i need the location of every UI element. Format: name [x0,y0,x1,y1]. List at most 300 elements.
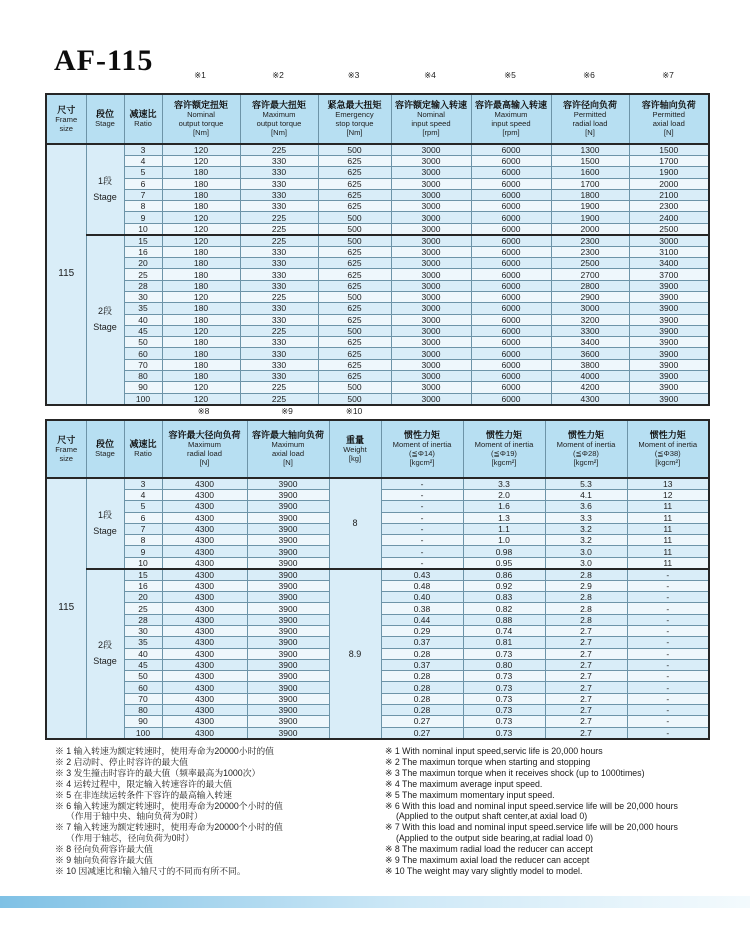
column-header-en: input speed [491,119,531,129]
column-header-en: Moment of inertia [556,440,616,450]
column-header-cn: 重量 [345,434,364,445]
value-cell: 3000 [391,348,471,359]
value-cell: 625 [318,314,391,325]
value-cell: 180 [162,167,240,178]
value-cell: 3900 [247,693,329,704]
ratio-cell: 20 [124,592,162,603]
value-cell: 2.8 [545,569,627,581]
value-cell: 180 [162,359,240,370]
value-cell: 4300 [162,546,247,557]
column-header-cn: 容许轴向负荷 [641,100,696,111]
column-header-en: Ratio [134,119,152,129]
value-cell: 0.88 [463,614,545,625]
value-cell: 4300 [162,580,247,591]
value-cell: 2.7 [545,659,627,670]
value-cell: 4300 [162,727,247,739]
value-cell: 3000 [391,201,471,212]
value-cell: 4300 [162,557,247,569]
value-cell: 225 [240,325,318,336]
value-cell: 500 [318,291,391,302]
value-cell: 3000 [391,303,471,314]
value-cell: 3900 [247,592,329,603]
table-row [46,246,709,257]
stage-label: 1段 [97,175,112,186]
ratio-cell: 60 [124,348,162,359]
ratio-cell: 3 [124,144,162,156]
table-row [46,235,709,247]
value-cell: 1.1 [463,523,545,534]
column-header-en: stop torque [335,119,374,129]
value-cell: 3900 [629,337,709,348]
column-header-en: Stage [95,449,115,459]
value-cell: 2800 [551,280,629,291]
value-cell: 180 [162,348,240,359]
value-cell: 330 [240,201,318,212]
column-header-cn: 容许最高输入转速 [474,100,547,111]
value-cell: 2.7 [545,625,627,636]
value-cell: 6000 [471,144,551,156]
value-cell: 225 [240,291,318,302]
value-cell: 4300 [162,682,247,693]
footnote-line: ※ 8 径向负荷容许最大值 [55,844,153,855]
value-cell: 330 [240,178,318,189]
value-cell: 3.0 [545,557,627,569]
footnote-line: ※ 7 With this load and nominal input speed.service life will be 20,000 hours [385,822,678,833]
value-cell: 2300 [551,246,629,257]
value-cell: 0.73 [463,693,545,704]
column-header [124,94,162,144]
column-header [124,420,162,478]
value-cell: 3900 [629,348,709,359]
footnote-line: （作用于轴芯，径向负荷为0时） [66,833,195,844]
value-cell: 3900 [247,535,329,546]
column-header-cn: 紧急最大扭矩 [327,100,382,111]
value-cell: 6000 [471,314,551,325]
value-cell: 3900 [629,314,709,325]
value-cell: 330 [240,359,318,370]
footnote-line: ※ 4 The maximum average input speed. [385,778,543,789]
value-cell: 3400 [551,337,629,348]
value-cell: 3900 [629,382,709,393]
column-header [629,94,709,144]
value-cell: 3900 [629,393,709,405]
value-cell: 180 [162,303,240,314]
column-header-cn: 容许最大扭矩 [251,100,306,111]
value-cell: 3900 [629,359,709,370]
ratio-cell: 35 [124,303,162,314]
column-header-en: [N] [199,457,210,467]
value-cell: 3900 [629,303,709,314]
ratio-cell: 80 [124,371,162,382]
value-cell: 6000 [471,223,551,235]
value-cell: - [381,535,463,546]
value-cell: 3000 [391,291,471,302]
column-header-en: [rpm] [422,127,440,137]
value-cell: 500 [318,235,391,247]
column-header-en: Maximum [262,110,296,120]
value-cell: 0.28 [381,693,463,704]
value-cell: - [381,557,463,569]
column-header-cn: 惯性力矩 [567,430,604,441]
table-row [46,156,709,167]
value-cell: 6000 [471,280,551,291]
value-cell: 330 [240,167,318,178]
value-cell: 3000 [391,246,471,257]
footnote-line: ※ 9 轴向负荷容许最大值 [55,855,153,866]
value-cell: 0.82 [463,603,545,614]
value-cell: - [381,501,463,512]
column-header-en: (≦Φ14) [409,449,435,459]
value-cell: 120 [162,325,240,336]
table-row [46,359,709,370]
value-cell: 3.2 [545,523,627,534]
value-cell: 0.43 [381,569,463,581]
value-cell: 0.40 [381,592,463,603]
column-header-en: Maximum [271,440,305,450]
column-header [86,94,124,144]
value-cell: 0.73 [463,716,545,727]
footnote-line: ※ 1 With nominal input speed,servic life is 20,000 hours [385,746,603,756]
value-cell: 2.7 [545,693,627,704]
value-cell: 6000 [471,201,551,212]
stage-label: 2段 [97,306,112,317]
value-cell: 2.7 [545,648,627,659]
stage-label: Stage [93,322,117,333]
value-cell: 330 [240,337,318,348]
table1-footnote-marks [45,70,708,82]
value-cell: 3900 [247,659,329,670]
value-cell: 3000 [391,371,471,382]
value-cell: 3000 [391,393,471,405]
value-cell: - [381,478,463,490]
ratio-cell: 45 [124,659,162,670]
column-header-en: [kgcm²] [655,457,681,467]
value-cell: 3300 [551,325,629,336]
column-header-en: [N] [283,457,293,467]
value-cell: 2.0 [463,490,545,501]
value-cell: 0.81 [463,637,545,648]
value-cell: 180 [162,280,240,291]
value-cell: 3000 [391,258,471,269]
column-header-en: Maximum [188,440,221,450]
value-cell: 3900 [247,625,329,636]
column-header-en: axial load [652,119,685,129]
column-header-en: output torque [178,119,224,129]
value-cell: 3000 [391,167,471,178]
ratio-cell: 15 [124,235,162,247]
value-cell: 3000 [391,156,471,167]
value-cell: 2.7 [545,671,627,682]
column-header-en: Moment of inertia [638,440,698,450]
value-cell: 500 [318,223,391,235]
ratio-cell: 28 [124,614,162,625]
value-cell: 500 [318,382,391,393]
value-cell: 4300 [162,614,247,625]
value-cell: - [627,705,709,716]
value-cell: 1700 [551,178,629,189]
footnotes-english [385,746,717,877]
ratio-cell: 3 [124,478,162,490]
table2-footnote-marks [45,406,708,418]
value-cell: 4300 [162,637,247,648]
value-cell: 500 [318,393,391,405]
value-cell: 0.98 [463,546,545,557]
value-cell: 4300 [162,478,247,490]
value-cell: 3200 [551,314,629,325]
column-header [545,420,627,478]
ratio-cell: 70 [124,359,162,370]
value-cell: 500 [318,212,391,223]
page-title: AF-115 [54,44,154,77]
value-cell: 2.8 [545,592,627,603]
ratio-cell: 60 [124,682,162,693]
table-row [46,178,709,189]
ratio-cell: 28 [124,280,162,291]
value-cell: 3100 [629,246,709,257]
value-cell: 1.6 [463,501,545,512]
value-cell: 180 [162,201,240,212]
value-cell: - [627,727,709,739]
value-cell: 0.73 [463,727,545,739]
value-cell: 2100 [629,189,709,200]
value-cell: - [627,716,709,727]
column-header-en: [rpm] [502,127,520,137]
column-header-cn: 减速比 [129,109,157,120]
value-cell: 1.0 [463,535,545,546]
ratio-cell: 90 [124,716,162,727]
ratio-cell: 20 [124,258,162,269]
value-cell: 0.37 [381,659,463,670]
table-row [46,167,709,178]
footnote-line: ※ 5 在非连续运转条件下容许的最高输入转速 [55,789,232,800]
value-cell: - [627,648,709,659]
value-cell: 3900 [247,637,329,648]
value-cell: 3000 [391,235,471,247]
value-cell: 4300 [162,523,247,534]
value-cell: 0.86 [463,569,545,581]
value-cell: - [627,637,709,648]
value-cell: 180 [162,258,240,269]
value-cell: 330 [240,269,318,280]
value-cell: 1500 [629,144,709,156]
value-cell: 0.92 [463,580,545,591]
value-cell: 3.3 [463,478,545,490]
value-cell: 3900 [247,501,329,512]
table-row [46,393,709,405]
ratio-cell: 80 [124,705,162,716]
stage1-cell [86,478,124,569]
table-row [46,291,709,302]
value-cell: 4300 [162,705,247,716]
value-cell: - [627,693,709,704]
footnote-line: ※ 3 The maximun torque when it receives shock (up to 1000times) [385,767,645,778]
column-header-en: [kgcm²] [409,457,435,467]
column-header-en: axial load [271,449,305,459]
column-header-cn: 段位 [95,109,114,120]
weight-cell: 8 [329,478,381,569]
value-cell: 330 [240,156,318,167]
value-cell: 5.3 [545,478,627,490]
table-row [46,258,709,269]
column-header-en: radial load [186,449,223,459]
ratio-cell: 100 [124,393,162,405]
value-cell: 2900 [551,291,629,302]
value-cell: 11 [627,512,709,523]
value-cell: 225 [240,144,318,156]
value-cell: 12 [627,490,709,501]
footnote-mark: ※1 [194,70,206,80]
value-cell: 1800 [551,189,629,200]
value-cell: 180 [162,178,240,189]
ratio-cell: 9 [124,212,162,223]
value-cell: - [627,671,709,682]
footnote-mark: ※8 [197,406,210,416]
column-header-en: [kg] [348,453,362,463]
value-cell: - [627,592,709,603]
value-cell: 3900 [247,682,329,693]
column-header-en: (≦Φ19) [491,449,517,459]
value-cell: 6000 [471,235,551,247]
value-cell: 2.7 [545,727,627,739]
value-cell: 330 [240,303,318,314]
column-header-en: Nominal [187,110,215,120]
value-cell: 3000 [391,223,471,235]
value-cell: 3000 [551,303,629,314]
value-cell: 4300 [162,592,247,603]
column-header [247,420,329,478]
value-cell: 4300 [162,716,247,727]
value-cell: - [381,490,463,501]
column-header-cn: 惯性力矩 [403,430,440,441]
frame-size-cell: 115 [46,478,86,739]
value-cell: 225 [240,382,318,393]
value-cell: 4000 [551,371,629,382]
value-cell: - [381,512,463,523]
footnote-mark: ※9 [281,406,293,416]
column-header-cn: 减速比 [129,439,157,450]
value-cell: 0.73 [463,682,545,693]
value-cell: 0.28 [381,705,463,716]
footnote-line: ※ 2 The maximun torque when starting and stopping [385,756,591,767]
value-cell: 3400 [629,258,709,269]
value-cell: 6000 [471,178,551,189]
value-cell: 6000 [471,371,551,382]
value-cell: 2000 [629,178,709,189]
value-cell: 225 [240,212,318,223]
column-header-en: Ratio [134,449,152,459]
column-header-cn: 尺寸 [57,104,76,115]
value-cell: 3900 [247,478,329,490]
column-header [627,420,709,478]
value-cell: 0.73 [463,671,545,682]
value-cell: 120 [162,156,240,167]
value-cell: - [627,682,709,693]
value-cell: 625 [318,303,391,314]
value-cell: - [627,614,709,625]
value-cell: 2000 [551,223,629,235]
footnote-mark: ※5 [504,70,516,80]
value-cell: 6000 [471,348,551,359]
ratio-cell: 16 [124,246,162,257]
value-cell: 3900 [629,280,709,291]
column-header-en: (≦Φ38) [654,449,681,459]
column-header [162,94,240,144]
value-cell: 3900 [247,490,329,501]
value-cell: 330 [240,348,318,359]
table-row [46,269,709,280]
table-row [46,303,709,314]
value-cell: 3000 [391,280,471,291]
value-cell: 3900 [247,512,329,523]
value-cell: - [381,546,463,557]
value-cell: 3900 [629,325,709,336]
ratio-cell: 7 [124,189,162,200]
value-cell: 4300 [162,512,247,523]
column-header-en: [Nm] [270,127,288,137]
value-cell: 2.8 [545,603,627,614]
value-cell: 2300 [629,201,709,212]
column-header-cn: 惯性力矩 [485,430,522,441]
value-cell: 4300 [162,693,247,704]
ratio-cell: 40 [124,648,162,659]
value-cell: 1.3 [463,512,545,523]
value-cell: 625 [318,156,391,167]
column-header-cn: 容许最大径向负荷 [168,430,241,441]
value-cell: 3.6 [545,501,627,512]
value-cell: - [627,569,709,581]
value-cell: 3.0 [545,546,627,557]
value-cell: 0.73 [463,705,545,716]
value-cell: 180 [162,371,240,382]
value-cell: 2500 [551,258,629,269]
value-cell: 120 [162,223,240,235]
column-header-cn: 容许额定输入转速 [394,100,467,111]
value-cell: 6000 [471,337,551,348]
value-cell: 1600 [551,167,629,178]
value-cell: 11 [627,546,709,557]
value-cell: 625 [318,348,391,359]
value-cell: 625 [318,258,391,269]
value-cell: 2.7 [545,716,627,727]
stage-label: Stage [93,656,117,667]
value-cell: 4300 [162,490,247,501]
footnote-line: （作用于轴中央、轴向负荷为0时） [66,811,203,822]
value-cell: 2.9 [545,580,627,591]
value-cell: 1300 [551,144,629,156]
value-cell: 3000 [391,178,471,189]
value-cell: 500 [318,144,391,156]
column-header-en: Emergency [335,110,374,120]
value-cell: 3000 [391,144,471,156]
column-header-en: Weight [343,444,367,454]
value-cell: 6000 [471,156,551,167]
table-row [46,189,709,200]
footnote-line: ※ 2 启动时、停止时容许的最大值 [55,756,188,767]
value-cell: 3000 [391,212,471,223]
value-cell: 4300 [162,625,247,636]
value-cell: 3900 [247,716,329,727]
value-cell: 120 [162,393,240,405]
value-cell: 0.74 [463,625,545,636]
value-cell: 3900 [247,614,329,625]
value-cell: 0.44 [381,614,463,625]
column-header-en: [N] [663,127,674,137]
value-cell: 225 [240,393,318,405]
column-header-en: (≦Φ28) [573,449,599,459]
stage-label: Stage [93,191,117,202]
spec-table-torque-speed [45,93,710,406]
value-cell: 6000 [471,382,551,393]
